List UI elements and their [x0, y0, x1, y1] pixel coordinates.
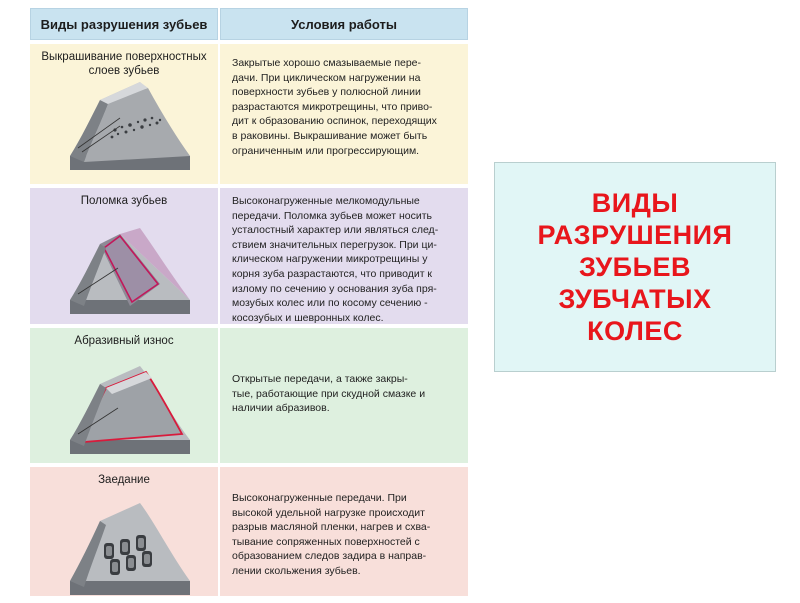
- callout-line: РАЗРУШЕНИЯ: [537, 220, 733, 250]
- operating-conditions-text: Высоконагруженные мелкомодульные передачи. Поломка зубьев может носить усталостный характер или являться след- ствием значительных перегрузок. При ци- клическом нагружении микротрещины у корня зуба разрастаются, что приводит к излому по сечению у основания зуба пря- мозубых колес или по косому сечению - косозубых и шевронных колес.: [232, 195, 439, 324]
- table-row-abrasive: [30, 328, 468, 463]
- header-operating-conditions: Условия работы: [220, 8, 468, 40]
- table-row-seizure: [30, 467, 468, 596]
- callout-line: ЗУБЧАТЫХ: [558, 284, 712, 314]
- operating-conditions-cell: [220, 188, 468, 324]
- failure-type-label: Абразивный износ: [74, 335, 174, 347]
- failure-type-cell: [30, 188, 218, 324]
- header-failure-types: Виды разрушения зубьев: [30, 8, 218, 40]
- operating-conditions-text: Закрытые хорошо смазываемые пере- дачи. При циклическом нагружении на поверхности зубьев у полюсной линии разрастаются микротрещины, что приво- дит к образованию оспинок, переходящих в раковины. Выкрашивание может быть ограниченным или прогрессирующим.: [232, 57, 437, 157]
- broken-tooth-illustration: [60, 214, 200, 324]
- failure-type-label: Заедание: [98, 474, 150, 486]
- operating-conditions-text: Открытые передачи, а также закры- тые, работающие при скудной смазке и наличии абразивов.: [232, 373, 426, 415]
- gear-failure-table: [30, 8, 468, 596]
- pitting-tooth-illustration: [60, 70, 200, 180]
- operating-conditions-cell: [220, 328, 468, 463]
- callout-line: ВИДЫ: [591, 188, 679, 218]
- title-callout: [494, 162, 776, 372]
- table-row-pitting: [30, 44, 468, 184]
- operating-conditions-cell: [220, 467, 468, 596]
- operating-conditions-text: Высоконагруженные передачи. При высокой удельной нагрузке происходит разрыв масляной пленки, нагрев и схва- тывание сопряженных поверхностей с образованием следов задира в направ- лении скольжения зубьев.: [232, 492, 431, 577]
- failure-type-cell: [30, 328, 218, 463]
- callout-line: КОЛЕС: [587, 316, 683, 346]
- failure-type-label: Выкрашивание поверхностных слоев зубьев: [41, 51, 207, 77]
- seizure-tooth-illustration: [60, 493, 200, 603]
- table-row-breakage: [30, 188, 468, 324]
- failure-type-cell: [30, 44, 218, 184]
- abrasive-wear-tooth-illustration: [60, 354, 200, 464]
- operating-conditions-cell: [220, 44, 468, 184]
- failure-type-cell: [30, 467, 218, 596]
- failure-type-label: Поломка зубьев: [80, 195, 168, 207]
- callout-line: ЗУБЬЕВ: [578, 252, 691, 282]
